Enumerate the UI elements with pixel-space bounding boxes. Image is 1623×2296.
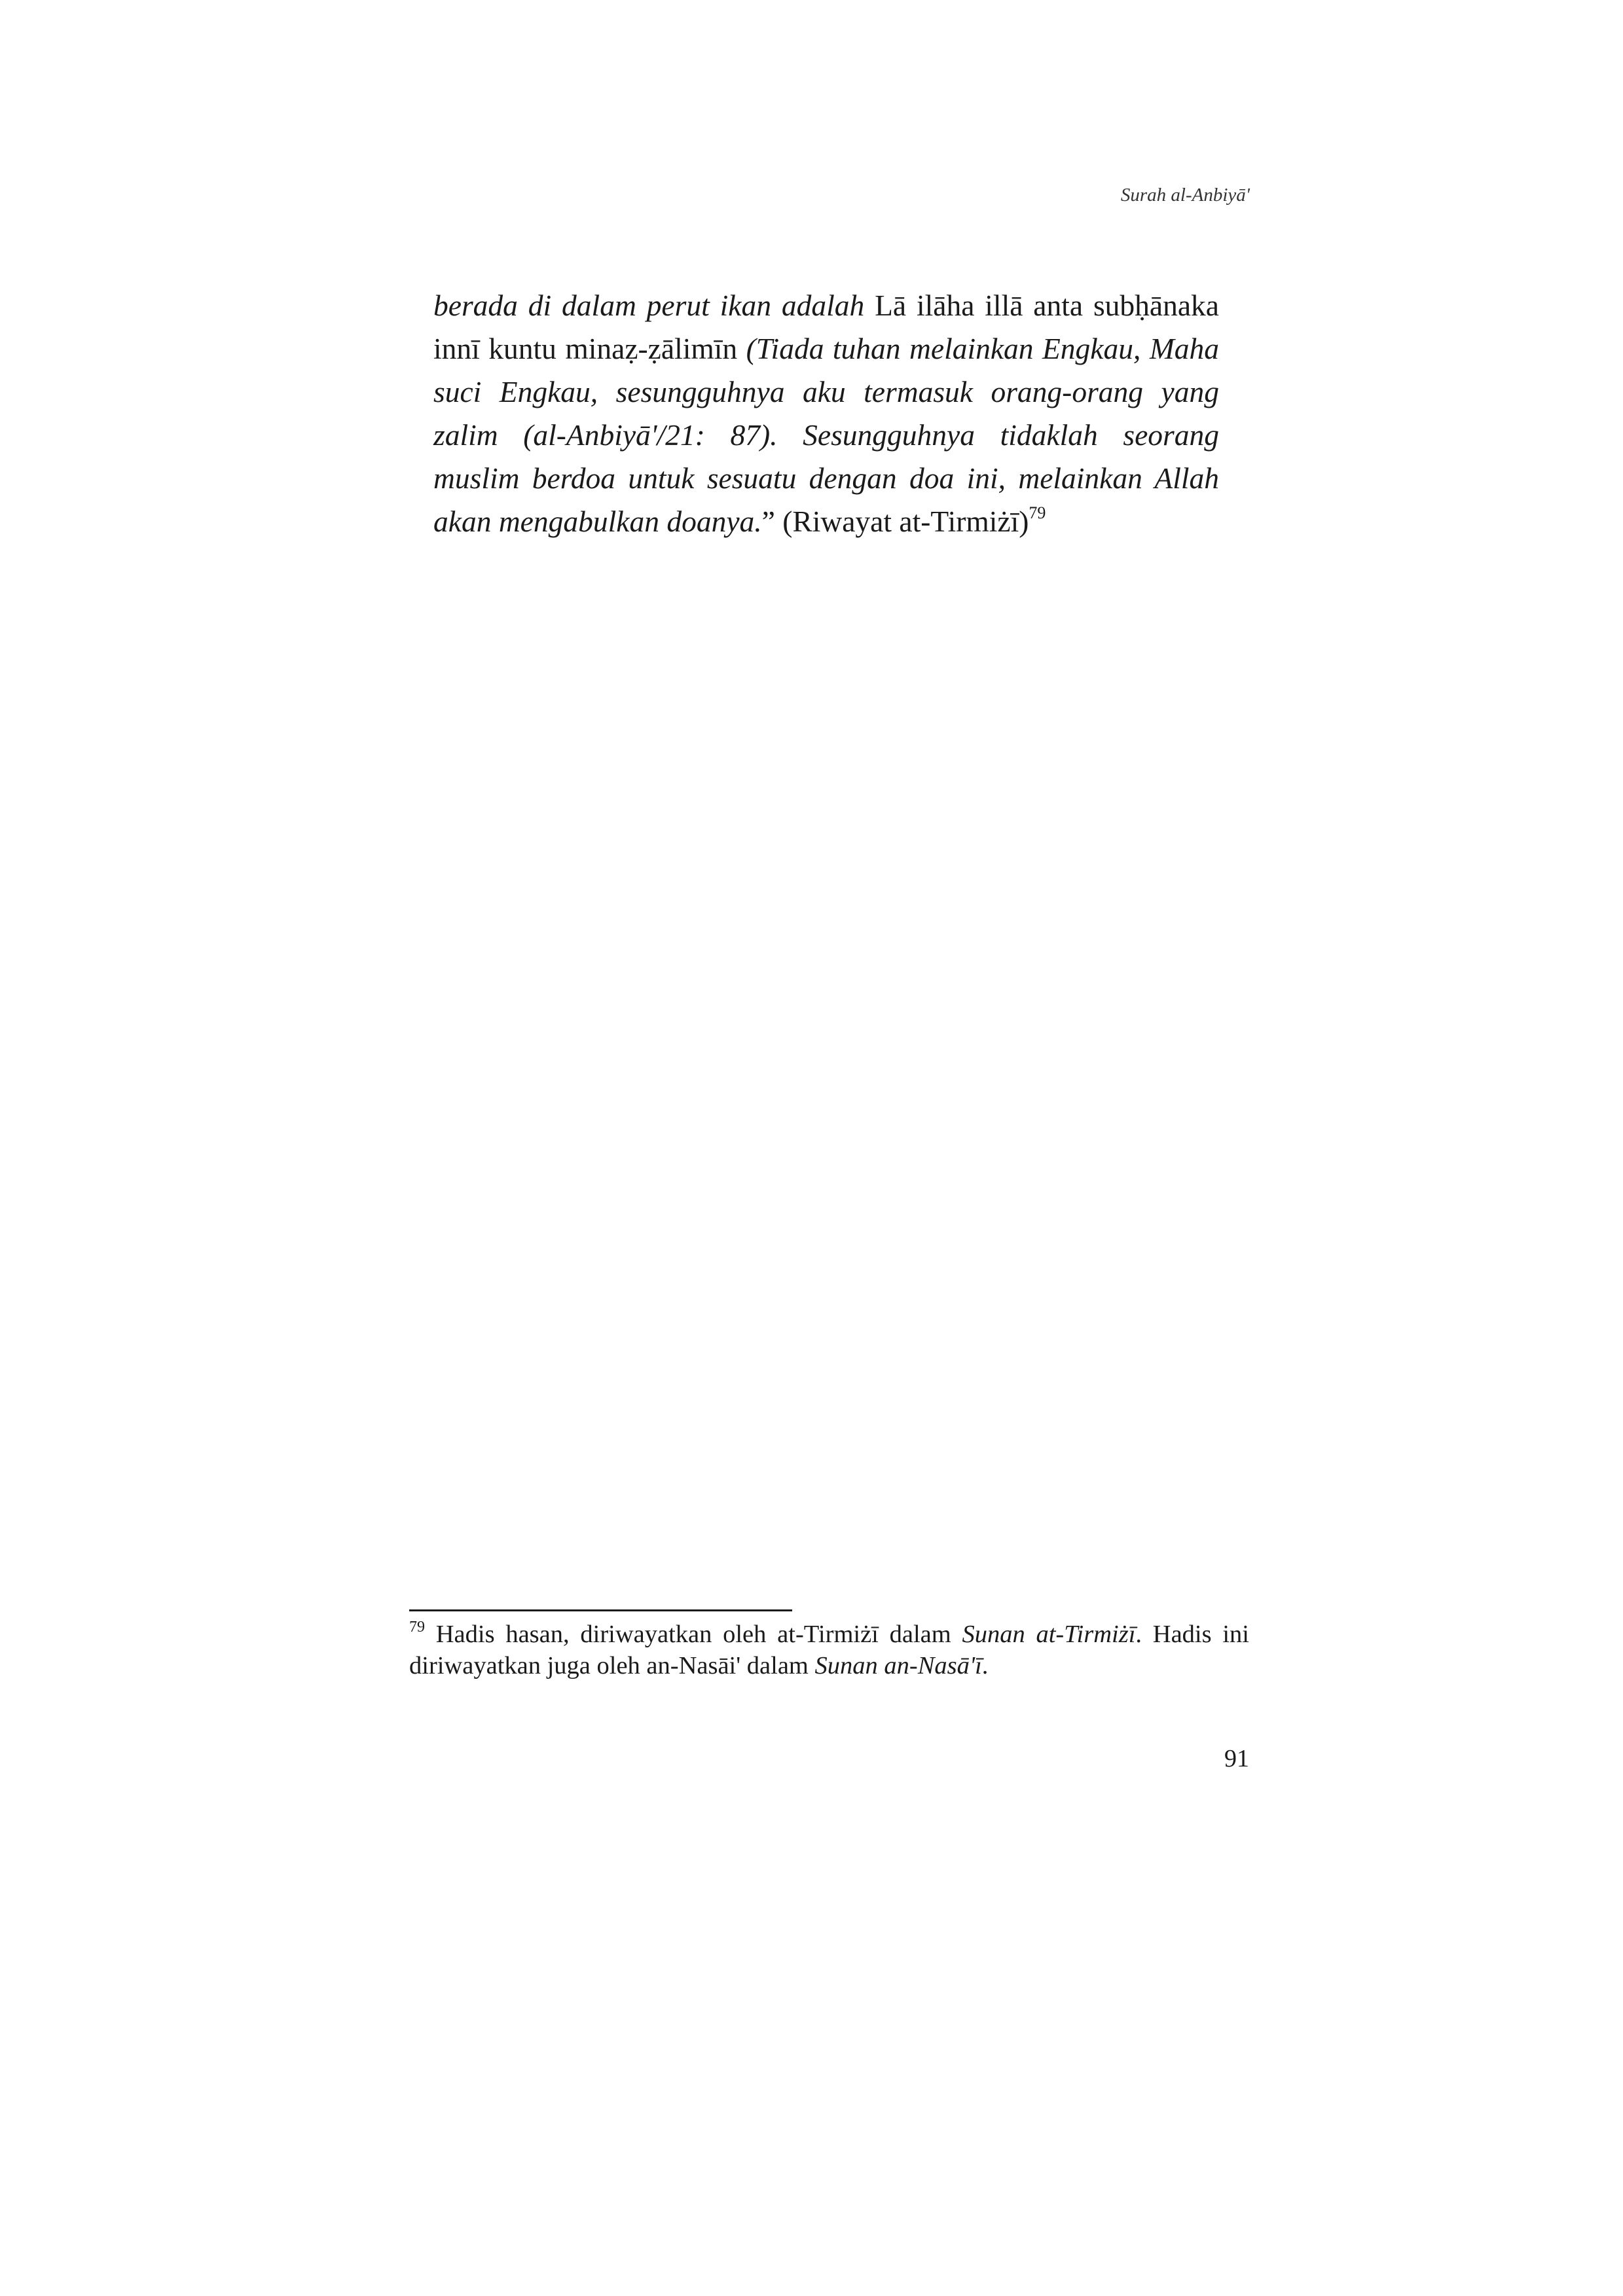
translation-text: (Tiada tuhan melainkan Engkau, Maha suci Engkau, sesungguhnya aku termasuk orang-orang yang zalim (al-Anbiyā'/21: 87). Sesungguhnya tidaklah seorang muslim berdoa untuk sesuatu dengan doa ini, melainkan Allah akan mengabulkan doanya. — [433, 332, 1219, 538]
body-text-segment-italic: berada di dalam perut ikan adalah — [433, 289, 865, 322]
arabic-transliteration: Lā ilāha illā anta subḥānaka innī kuntu minaẓ-ẓālimīn — [433, 289, 1219, 365]
page-number: 91 — [1224, 1745, 1249, 1772]
footnote-reference[interactable]: 79 — [1029, 503, 1046, 522]
footnote-divider — [409, 1609, 792, 1611]
footnote-text: . — [981, 1652, 989, 1679]
footnote-number: 79 — [409, 1619, 425, 1636]
footnote-text: . Hadis ini diriwayatkan juga oleh an-Nasāi' dalam — [409, 1621, 1249, 1679]
footnote-source-title: Sunan an-Nasā'ī — [814, 1652, 982, 1679]
footnote-text: Hadis hasan, diriwayatkan oleh at-Tirmiżī dalam — [425, 1621, 962, 1648]
body-paragraph — [433, 284, 1219, 543]
riwayat-attribution: ” (Riwayat at-Tirmiżī) — [761, 505, 1029, 538]
running-header: Surah al-Anbiyā' — [1120, 185, 1250, 206]
footnote — [409, 1619, 1249, 1681]
footnote-source-title: Sunan at-Tirmiżī — [962, 1621, 1136, 1648]
